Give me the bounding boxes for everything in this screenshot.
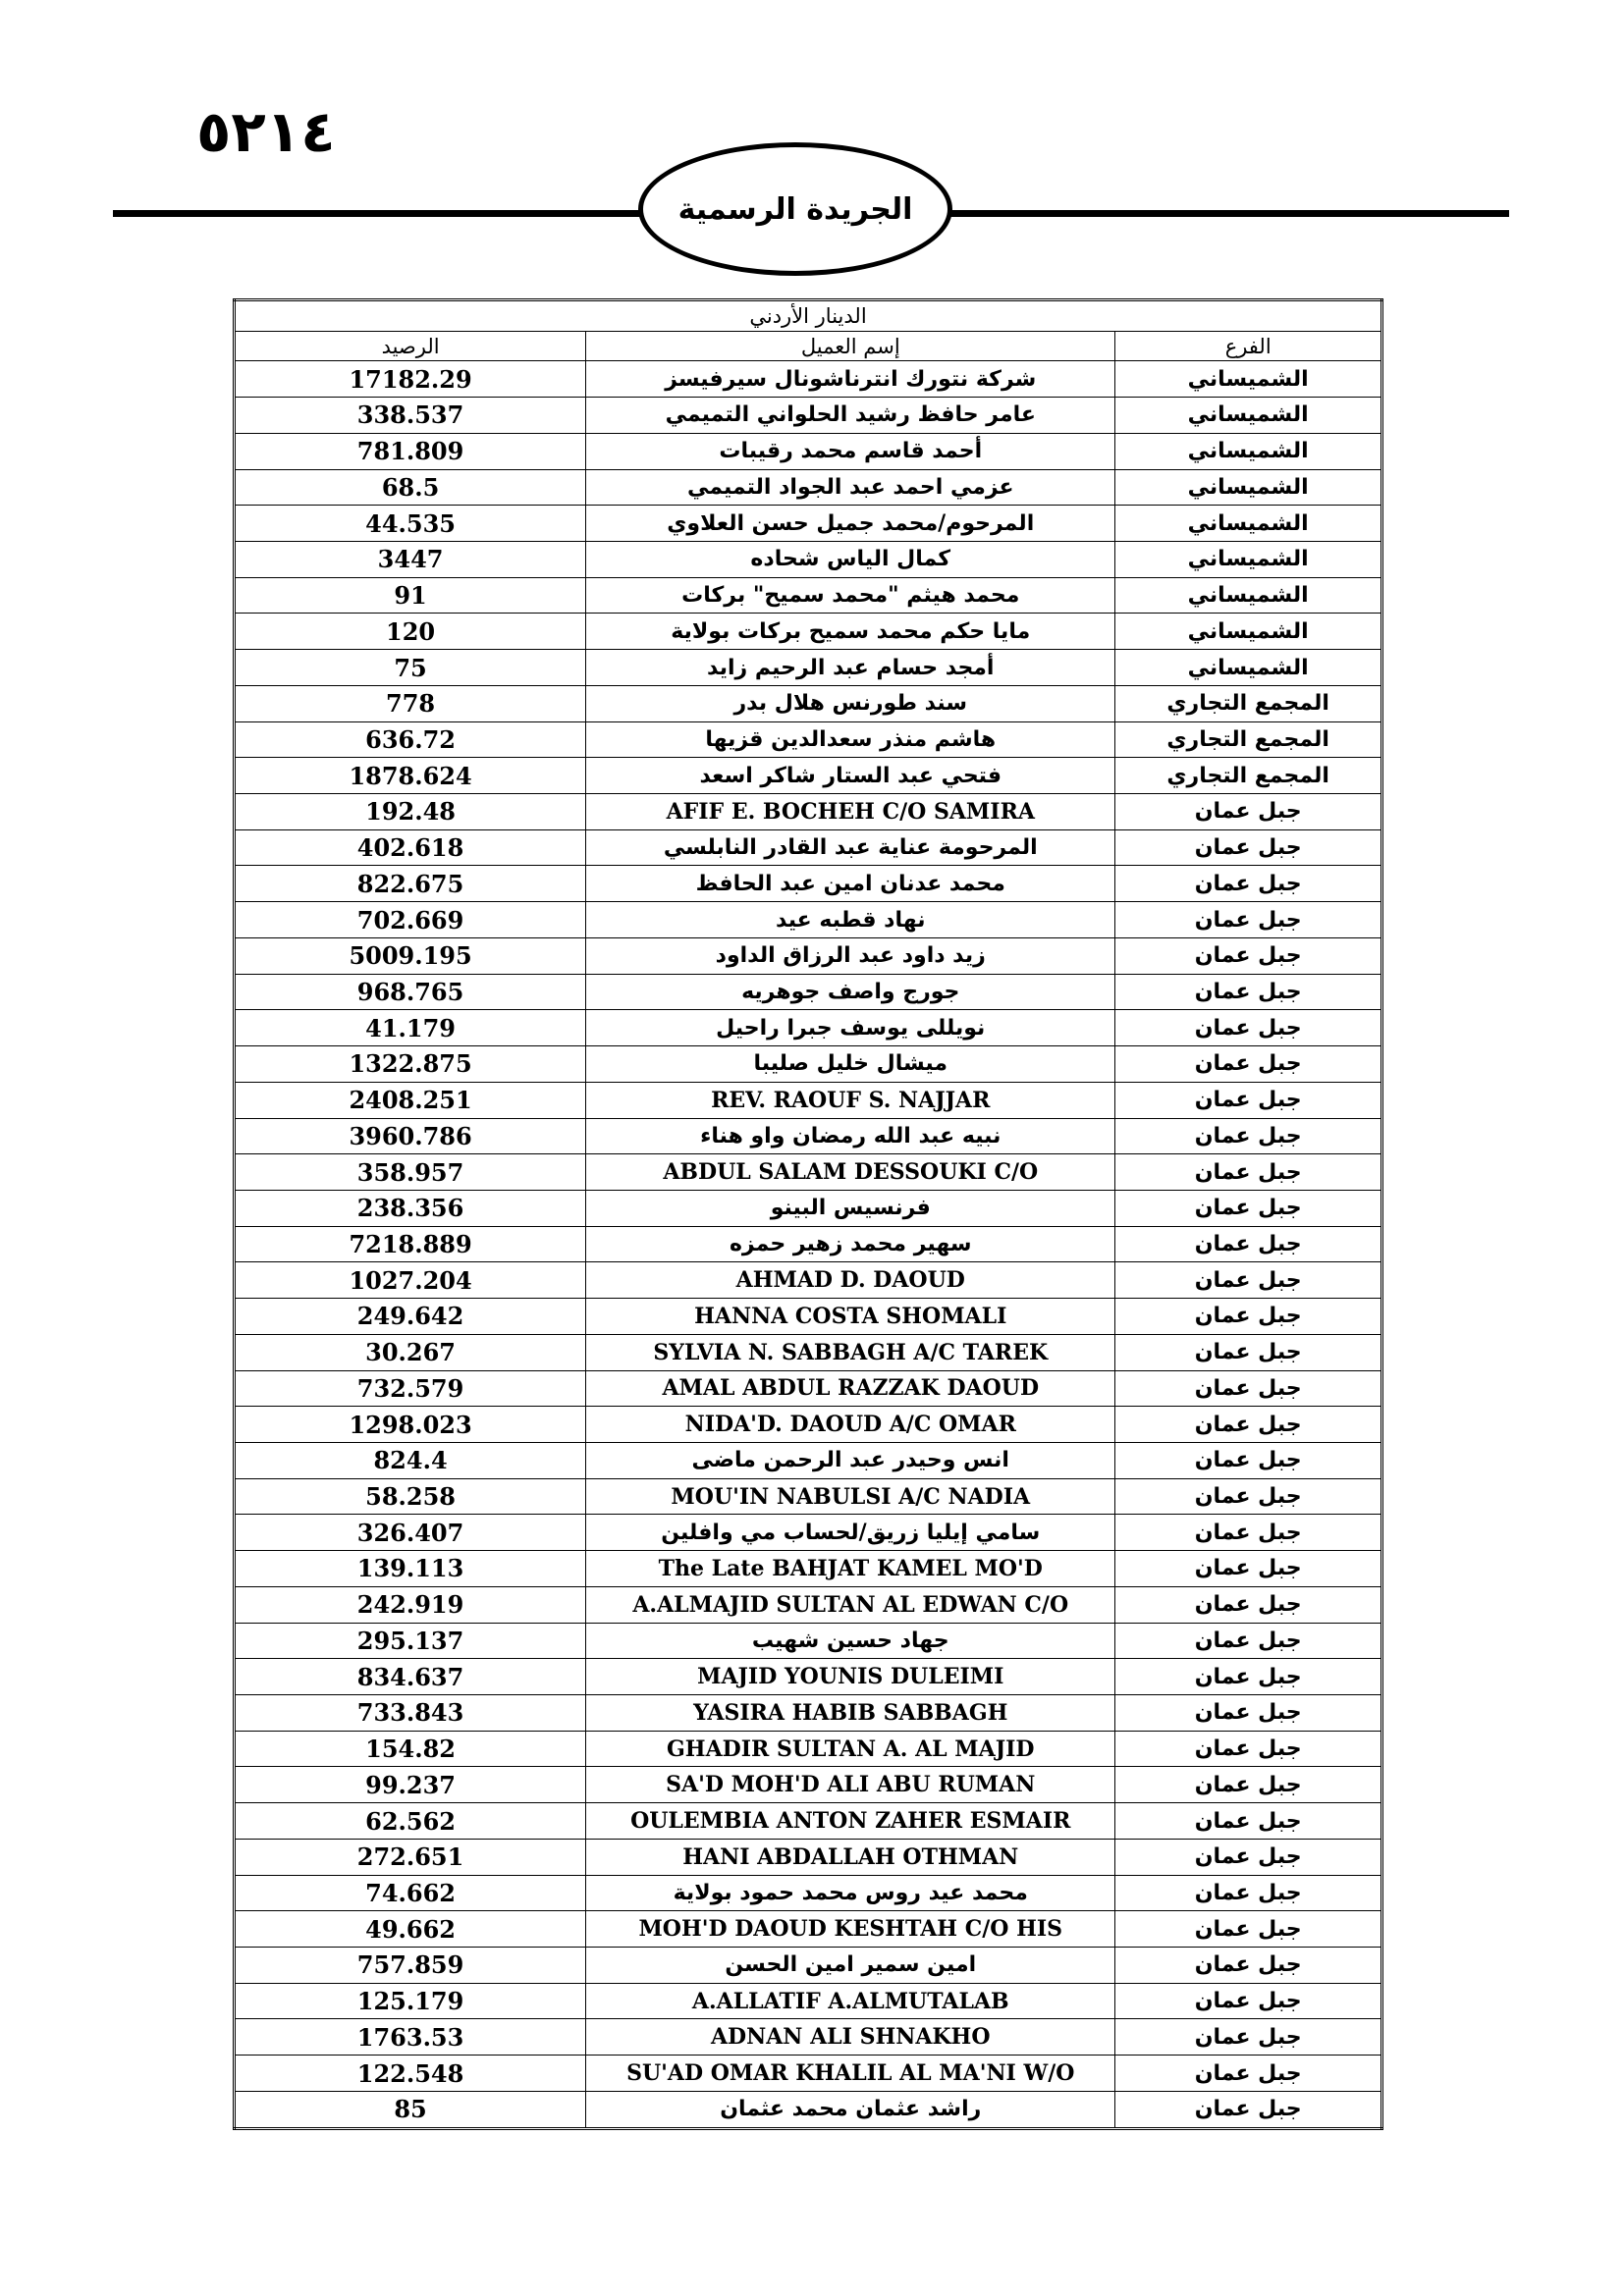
branch-cell: جبل عمان — [1115, 1875, 1382, 1911]
customer-name-cell: جورج واصف جوهريه — [586, 974, 1115, 1010]
customer-name-cell: أحمد قاسم محمد رقيبات — [586, 433, 1115, 469]
table-row — [235, 614, 1382, 650]
table-row — [235, 1767, 1382, 1803]
branch-cell: الشميساني — [1115, 506, 1382, 542]
customer-name-cell: هاشم منذر سعدالدين قزيها — [586, 721, 1115, 758]
branch-cell: جبل عمان — [1115, 1767, 1382, 1803]
customer-name-cell: محمد عيد روس محمد حمود بولاية — [586, 1875, 1115, 1911]
balances-table — [233, 298, 1383, 2130]
customer-name-cell: A.ALMAJID SULTAN AL EDWAN C/O — [586, 1586, 1115, 1623]
balance-cell: 358.957 — [235, 1154, 586, 1191]
customer-name-cell: سند طورنس هلال بدر — [586, 685, 1115, 721]
customer-name-cell: شركة نتورك انترناشونال سيرفيسز — [586, 361, 1115, 398]
customer-name-cell: SA'D MOH'D ALI ABU RUMAN — [586, 1767, 1115, 1803]
customer-name-cell: OULEMBIA ANTON ZAHER ESMAIR — [586, 1803, 1115, 1840]
balance-cell: 1298.023 — [235, 1407, 586, 1443]
balance-cell: 99.237 — [235, 1767, 586, 1803]
table-row — [235, 794, 1382, 830]
branch-cell: جبل عمان — [1115, 2019, 1382, 2056]
table-row — [235, 398, 1382, 434]
table-row — [235, 2056, 1382, 2092]
branch-cell: جبل عمان — [1115, 1190, 1382, 1226]
balance-cell: 402.618 — [235, 829, 586, 866]
table-row — [235, 1299, 1382, 1335]
customer-name-cell: المرحومة عناية عبد القادر النابلسي — [586, 829, 1115, 866]
balance-cell: 30.267 — [235, 1334, 586, 1370]
balance-cell: 2408.251 — [235, 1082, 586, 1118]
branch-cell: جبل عمان — [1115, 1515, 1382, 1551]
balance-cell: 74.662 — [235, 1875, 586, 1911]
branch-cell: الشميساني — [1115, 361, 1382, 398]
balance-cell: 91 — [235, 577, 586, 614]
balance-cell: 75 — [235, 650, 586, 686]
table-row — [235, 1515, 1382, 1551]
customer-name-cell: راشد عثمان محمد عثمان — [586, 2091, 1115, 2128]
customer-name-cell: انس وحيدر عبد الرحمن ماضى — [586, 1442, 1115, 1478]
branch-cell: جبل عمان — [1115, 829, 1382, 866]
branch-cell: جبل عمان — [1115, 974, 1382, 1010]
table-row — [235, 1226, 1382, 1262]
customer-name-cell: نهاد قطبه عيد — [586, 902, 1115, 938]
branch-cell: جبل عمان — [1115, 902, 1382, 938]
table-row — [235, 1118, 1382, 1154]
column-header-row — [235, 331, 1382, 361]
customer-name-cell: فرنسيس البينو — [586, 1190, 1115, 1226]
customer-name-cell: مايا حكم محمد سميح بركات بولاية — [586, 614, 1115, 650]
table-row — [235, 1839, 1382, 1875]
table-row — [235, 1478, 1382, 1515]
table-row — [235, 721, 1382, 758]
customer-name-cell: ABDUL SALAM DESSOUKI C/O — [586, 1154, 1115, 1191]
customer-name-cell: المرحوم/محمد جميل حسن العلاوي — [586, 506, 1115, 542]
customer-name-cell: YASIRA HABIB SABBAGH — [586, 1695, 1115, 1732]
table-row — [235, 1948, 1382, 1984]
customer-name-cell: NIDA'D. DAOUD A/C OMAR — [586, 1407, 1115, 1443]
customer-name-cell: أمجد حسام عبد الرحيم زايد — [586, 650, 1115, 686]
balance-cell: 338.537 — [235, 398, 586, 434]
branch-cell: جبل عمان — [1115, 1262, 1382, 1299]
table-row — [235, 902, 1382, 938]
balance-cell: 757.859 — [235, 1948, 586, 1984]
customer-name-cell: ADNAN ALI SHNAKHO — [586, 2019, 1115, 2056]
balance-cell: 41.179 — [235, 1010, 586, 1046]
table-row — [235, 1154, 1382, 1191]
branch-cell: جبل عمان — [1115, 1695, 1382, 1732]
branch-cell: المجمع التجاري — [1115, 721, 1382, 758]
customer-name-cell: عزمي احمد عبد الجواد التميمي — [586, 469, 1115, 506]
table-row — [235, 1586, 1382, 1623]
branch-cell: جبل عمان — [1115, 937, 1382, 974]
customer-name-cell: محمد عدنان امين عبد الحافظ — [586, 866, 1115, 902]
branch-cell: جبل عمان — [1115, 1299, 1382, 1335]
branch-cell: الشميساني — [1115, 577, 1382, 614]
table-row — [235, 1082, 1382, 1118]
table-row — [235, 974, 1382, 1010]
balance-cell: 1027.204 — [235, 1262, 586, 1299]
table-row — [235, 1442, 1382, 1478]
branch-cell: جبل عمان — [1115, 1407, 1382, 1443]
table-row — [235, 506, 1382, 542]
table-row — [235, 1983, 1382, 2019]
balance-cell: 326.407 — [235, 1515, 586, 1551]
branch-cell: جبل عمان — [1115, 1551, 1382, 1587]
column-header-balance: الرصيد — [235, 331, 586, 361]
balance-cell: 968.765 — [235, 974, 586, 1010]
table-row — [235, 829, 1382, 866]
balance-cell: 822.675 — [235, 866, 586, 902]
page-number: ٥٢١٤ — [196, 98, 336, 165]
customer-name-cell: GHADIR SULTAN A. AL MAJID — [586, 1731, 1115, 1767]
customer-name-cell: MAJID YOUNIS DULEIMI — [586, 1659, 1115, 1695]
table-row — [235, 1875, 1382, 1911]
branch-cell: جبل عمان — [1115, 1659, 1382, 1695]
balance-cell: 702.669 — [235, 902, 586, 938]
table-row — [235, 469, 1382, 506]
branch-cell: جبل عمان — [1115, 866, 1382, 902]
branch-cell: المجمع التجاري — [1115, 758, 1382, 794]
branch-cell: جبل عمان — [1115, 1839, 1382, 1875]
customer-name-cell: زيد داود عبد الرزاق الداود — [586, 937, 1115, 974]
customer-name-cell: HANI ABDALLAH OTHMAN — [586, 1839, 1115, 1875]
table-row — [235, 1623, 1382, 1659]
customer-name-cell: REV. RAOUF S. NAJJAR — [586, 1082, 1115, 1118]
table-row — [235, 758, 1382, 794]
table-row — [235, 2019, 1382, 2056]
balance-cell: 120 — [235, 614, 586, 650]
customer-name-cell: عامر حافظ رشيد الحلواني التميمي — [586, 398, 1115, 434]
balance-cell: 58.258 — [235, 1478, 586, 1515]
table-row — [235, 1190, 1382, 1226]
branch-cell: جبل عمان — [1115, 794, 1382, 830]
balance-cell: 192.48 — [235, 794, 586, 830]
branch-cell: جبل عمان — [1115, 1082, 1382, 1118]
balance-cell: 295.137 — [235, 1623, 586, 1659]
balance-cell: 733.843 — [235, 1695, 586, 1732]
table-row — [235, 361, 1382, 398]
customer-name-cell: محمد هيثم "محمد سميح" بركات — [586, 577, 1115, 614]
table-row — [235, 1803, 1382, 1840]
balance-cell: 781.809 — [235, 433, 586, 469]
branch-cell: جبل عمان — [1115, 1803, 1382, 1840]
balance-cell: 139.113 — [235, 1551, 586, 1587]
branch-cell: جبل عمان — [1115, 1154, 1382, 1191]
customer-name-cell: MOH'D DAOUD KESHTAH C/O HIS — [586, 1911, 1115, 1948]
customer-name-cell: AHMAD D. DAOUD — [586, 1262, 1115, 1299]
balance-cell: 3447 — [235, 542, 586, 578]
table-row — [235, 1407, 1382, 1443]
branch-cell: الشميساني — [1115, 398, 1382, 434]
branch-cell: الشميساني — [1115, 433, 1382, 469]
table-row — [235, 542, 1382, 578]
gazette-title: الجريدة الرسمية — [638, 142, 952, 276]
customer-name-cell: سهير محمد زهير حمزه — [586, 1226, 1115, 1262]
branch-cell: المجمع التجاري — [1115, 685, 1382, 721]
balance-cell: 1322.875 — [235, 1046, 586, 1083]
customer-name-cell: AFIF E. BOCHEH C/O SAMIRA — [586, 794, 1115, 830]
customer-name-cell: HANNA COSTA SHOMALI — [586, 1299, 1115, 1335]
balance-cell: 1763.53 — [235, 2019, 586, 2056]
customer-name-cell: امين سمير امين الحسن — [586, 1948, 1115, 1984]
table-row — [235, 577, 1382, 614]
branch-cell: جبل عمان — [1115, 1226, 1382, 1262]
balance-cell: 7218.889 — [235, 1226, 586, 1262]
branch-cell: جبل عمان — [1115, 1948, 1382, 1984]
currency-heading: الدينار الأردني — [235, 300, 1382, 332]
customer-name-cell: SYLVIA N. SABBAGH A/C TAREK — [586, 1334, 1115, 1370]
balance-cell: 834.637 — [235, 1659, 586, 1695]
column-header-customer: إسم العميل — [586, 331, 1115, 361]
branch-cell: جبل عمان — [1115, 1334, 1382, 1370]
branch-cell: جبل عمان — [1115, 1586, 1382, 1623]
branch-cell: الشميساني — [1115, 542, 1382, 578]
table-row — [235, 866, 1382, 902]
balance-cell: 1878.624 — [235, 758, 586, 794]
table-row — [235, 1659, 1382, 1695]
balance-cell: 778 — [235, 685, 586, 721]
customer-name-cell: AMAL ABDUL RAZZAK DAOUD — [586, 1370, 1115, 1407]
balance-cell: 44.535 — [235, 506, 586, 542]
branch-cell: جبل عمان — [1115, 1118, 1382, 1154]
table-row — [235, 1370, 1382, 1407]
customer-name-cell: ميشال خليل صليبا — [586, 1046, 1115, 1083]
balance-cell: 824.4 — [235, 1442, 586, 1478]
balance-cell: 122.548 — [235, 2056, 586, 2092]
customer-name-cell: A.ALLATIF A.ALMUTALAB — [586, 1983, 1115, 2019]
balance-cell: 242.919 — [235, 1586, 586, 1623]
balance-cell: 732.579 — [235, 1370, 586, 1407]
branch-cell: الشميساني — [1115, 650, 1382, 686]
table-row — [235, 1046, 1382, 1083]
column-header-branch: الفرع — [1115, 331, 1382, 361]
branch-cell: جبل عمان — [1115, 1046, 1382, 1083]
balance-cell: 49.662 — [235, 1911, 586, 1948]
customer-name-cell: نبيه عبد الله رمضان واو هناء — [586, 1118, 1115, 1154]
balance-cell: 68.5 — [235, 469, 586, 506]
balance-cell: 5009.195 — [235, 937, 586, 974]
table-row — [235, 2091, 1382, 2128]
table-row — [235, 1695, 1382, 1732]
branch-cell: جبل عمان — [1115, 1478, 1382, 1515]
balance-cell: 85 — [235, 2091, 586, 2128]
table-row — [235, 433, 1382, 469]
balance-cell: 272.651 — [235, 1839, 586, 1875]
branch-cell: جبل عمان — [1115, 2091, 1382, 2128]
balance-cell: 154.82 — [235, 1731, 586, 1767]
branch-cell: جبل عمان — [1115, 1623, 1382, 1659]
balance-cell: 636.72 — [235, 721, 586, 758]
customer-name-cell: The Late BAHJAT KAMEL MO'D — [586, 1551, 1115, 1587]
customer-name-cell: جهاد حسين شهيب — [586, 1623, 1115, 1659]
table-row — [235, 1334, 1382, 1370]
branch-cell: جبل عمان — [1115, 1010, 1382, 1046]
customer-name-cell: MOU'IN NABULSI A/C NADIA — [586, 1478, 1115, 1515]
balance-cell: 238.356 — [235, 1190, 586, 1226]
branch-cell: جبل عمان — [1115, 1911, 1382, 1948]
table-row — [235, 1911, 1382, 1948]
table-row — [235, 1262, 1382, 1299]
branch-cell: الشميساني — [1115, 469, 1382, 506]
balance-cell: 3960.786 — [235, 1118, 586, 1154]
table-row — [235, 1731, 1382, 1767]
branch-cell: جبل عمان — [1115, 1983, 1382, 2019]
balance-cell: 17182.29 — [235, 361, 586, 398]
branch-cell: جبل عمان — [1115, 2056, 1382, 2092]
branch-cell: جبل عمان — [1115, 1731, 1382, 1767]
table-row — [235, 650, 1382, 686]
table-row — [235, 1551, 1382, 1587]
table-row — [235, 937, 1382, 974]
branch-cell: الشميساني — [1115, 614, 1382, 650]
customer-name-cell: SU'AD OMAR KHALIL AL MA'NI W/O — [586, 2056, 1115, 2092]
table-row — [235, 685, 1382, 721]
balance-cell: 249.642 — [235, 1299, 586, 1335]
customer-name-cell: فتحي عبد الستار شاكر اسعد — [586, 758, 1115, 794]
table-row — [235, 1010, 1382, 1046]
currency-row — [235, 300, 1382, 332]
customer-name-cell: نويللى يوسف جبرا راحيل — [586, 1010, 1115, 1046]
branch-cell: جبل عمان — [1115, 1442, 1382, 1478]
customer-name-cell: كمال الياس شحاده — [586, 542, 1115, 578]
balance-cell: 125.179 — [235, 1983, 586, 2019]
customer-name-cell: سامي إيليا زريق/لحساب مي وافلين — [586, 1515, 1115, 1551]
balance-cell: 62.562 — [235, 1803, 586, 1840]
branch-cell: جبل عمان — [1115, 1370, 1382, 1407]
